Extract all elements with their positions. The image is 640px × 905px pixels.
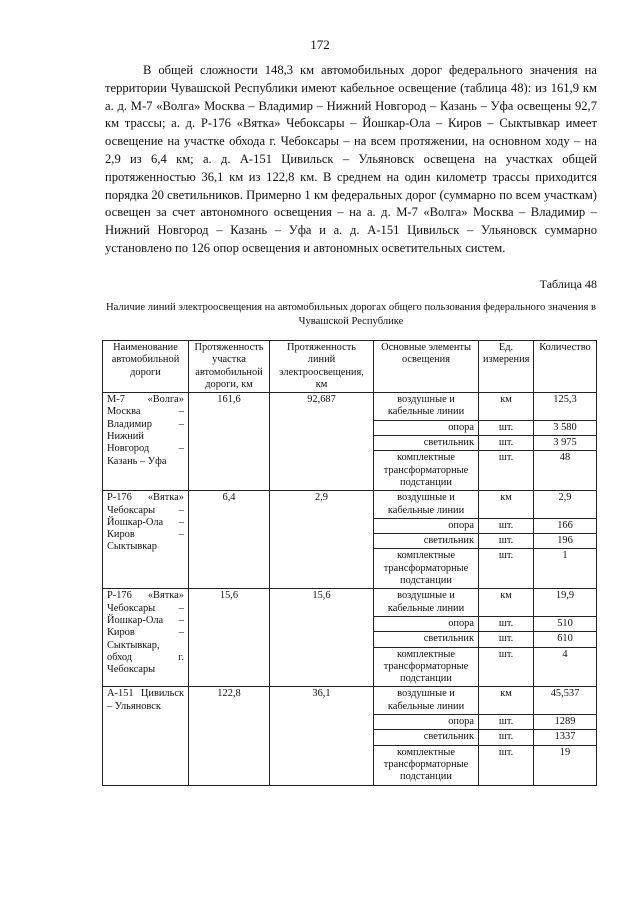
element-name: светильник <box>374 436 479 451</box>
road-name: А-151 Цивильск – Ульяновск <box>103 687 189 785</box>
unit: км <box>479 393 534 421</box>
element-name: опора <box>374 616 479 631</box>
header-elements: Основные элементы освещения <box>374 341 479 393</box>
element-name: светильник <box>374 730 479 745</box>
table-row <box>103 393 597 421</box>
road-name: Р-176 «Вятка» Чебоксары – Йошкар-Ола – Киров – Сыктывкар <box>103 491 189 589</box>
unit: км <box>479 491 534 519</box>
unit: шт. <box>479 518 534 533</box>
lighting-length: 2,9 <box>270 491 374 589</box>
element-name: опора <box>374 518 479 533</box>
header-road-length: Протяженность участка автомобильной дороги, км <box>189 341 270 393</box>
element-name: светильник <box>374 534 479 549</box>
unit: шт. <box>479 647 534 687</box>
quantity: 610 <box>534 632 597 647</box>
quantity: 166 <box>534 518 597 533</box>
table-header-row <box>103 341 597 393</box>
quantity: 3 975 <box>534 436 597 451</box>
element-name: воздушные и кабельные линии <box>374 491 479 519</box>
unit: шт. <box>479 451 534 491</box>
table-caption: Таблица 48 <box>539 277 597 291</box>
quantity: 19 <box>534 745 597 785</box>
road-length: 161,6 <box>189 393 270 491</box>
header-road-name: Наименование автомобильной дороги <box>103 341 189 393</box>
road-name: Р-176 «Вятка» Чебоксары – Йошкар-Ола – Киров – Сыктывкар, обход г. Чебоксары <box>103 589 189 687</box>
quantity: 1 <box>534 549 597 589</box>
quantity: 45,537 <box>534 687 597 715</box>
road-name: М-7 «Волга» Москва – Владимир – Нижний Новгород – Казань – Уфа <box>103 393 189 491</box>
element-name: воздушные и кабельные линии <box>374 589 479 617</box>
table-row <box>103 589 597 617</box>
element-name: комплектные трансформаторные подстанции <box>374 647 479 687</box>
element-name: опора <box>374 420 479 435</box>
road-length: 15,6 <box>189 589 270 687</box>
unit: км <box>479 589 534 617</box>
road-length: 6,4 <box>189 491 270 589</box>
element-name: светильник <box>374 632 479 647</box>
unit: шт. <box>479 745 534 785</box>
lighting-length: 36,1 <box>270 687 374 785</box>
quantity: 3 580 <box>534 420 597 435</box>
lighting-length: 15,6 <box>270 589 374 687</box>
body-paragraph: В общей сложности 148,3 км автомобильных дорог федерального значения на территории Чувашской Республики имеют кабельное освещение (таблица 48): из 161,9 км а. д. М-7 «Волга» Москва – Владимир – Нижний Новгород – Казань – Уфа освещены 92,7 км трассы; а. д. Р-176 «Вятка» Чебоксары – Йошкар-Ола – Киров – Сыктывкар имеет освещение на участке обхода г. Чебоксары – на всем протяжении, на основном ходу – на 2,9 из 6,4 км; а. д. А-151 Цивильск – Ульяновск освещена на участках общей протяженностью 36,1 км из 122,8 км. В среднем на один километр трассы приходится порядка 20 светильников. Примерно 1 км федеральных дорог (суммарно по всем участкам) освещен за счет автономного освещения – на а. д. М-7 «Волга» Москва – Владимир – Нижний Новгород – Казань – Уфа и а. д. А-151 Цивильск – Ульяновск суммарно установлено по 126 опор освещения и автономных осветительных систем. <box>105 63 597 255</box>
element-name: комплектные трансформаторные подстанции <box>374 451 479 491</box>
unit: шт. <box>479 715 534 730</box>
lighting-table <box>102 340 597 786</box>
header-lighting-length: Протяженность линий электроосвещения, км <box>270 341 374 393</box>
quantity: 48 <box>534 451 597 491</box>
element-name: комплектные трансформаторные подстанции <box>374 549 479 589</box>
header-quantity: Количество <box>534 341 597 393</box>
quantity: 2,9 <box>534 491 597 519</box>
element-name: воздушные и кабельные линии <box>374 393 479 421</box>
unit: шт. <box>479 616 534 631</box>
quantity: 4 <box>534 647 597 687</box>
table-row <box>103 687 597 715</box>
quantity: 196 <box>534 534 597 549</box>
unit: шт. <box>479 730 534 745</box>
quantity: 125,3 <box>534 393 597 421</box>
table-row <box>103 491 597 519</box>
road-length: 122,8 <box>189 687 270 785</box>
quantity: 510 <box>534 616 597 631</box>
unit: км <box>479 687 534 715</box>
header-unit: Ед. измерения <box>479 341 534 393</box>
unit: шт. <box>479 549 534 589</box>
quantity: 1337 <box>534 730 597 745</box>
quantity: 1289 <box>534 715 597 730</box>
element-name: воздушные и кабельные линии <box>374 687 479 715</box>
element-name: опора <box>374 715 479 730</box>
quantity: 19,9 <box>534 589 597 617</box>
element-name: комплектные трансформаторные подстанции <box>374 745 479 785</box>
page-number: 172 <box>310 37 330 52</box>
unit: шт. <box>479 420 534 435</box>
unit: шт. <box>479 534 534 549</box>
lighting-length: 92,687 <box>270 393 374 491</box>
unit: шт. <box>479 436 534 451</box>
table-title: Наличие линий электроосвещения на автомобильных дорогах общего пользования федерального значения в Чувашской Республике <box>105 302 597 327</box>
unit: шт. <box>479 632 534 647</box>
